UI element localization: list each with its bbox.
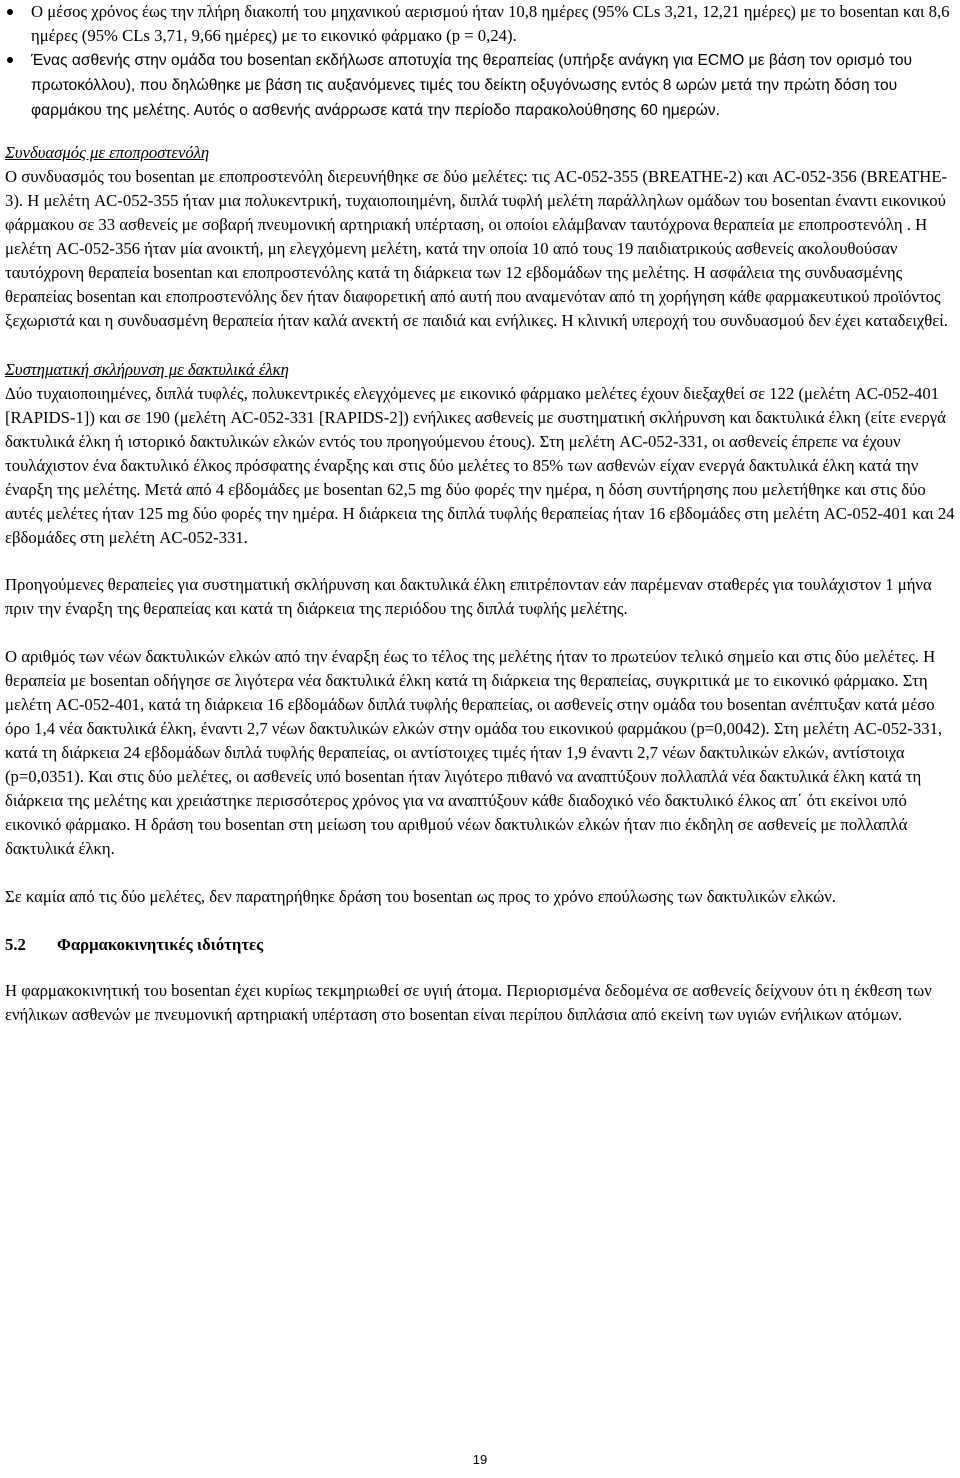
ssc-paragraph-4: Σε καμία από τις δύο μελέτες, δεν παρατηρήθηκε δράση του bosentan ως προς το χρόνο επούλωσης των δακτυλικών ελκών. <box>5 887 836 906</box>
section-title: Φαρμακοκινητικές ιδιότητες <box>57 935 264 954</box>
bullet-icon <box>7 57 13 63</box>
pk-paragraph: Η φαρμακοκινητική του bosentan έχει κυρίως τεκμηριωθεί σε υγιή άτομα. Περιορισμένα δεδομένα σε ασθενείς δείχνουν ότι η έκθεση των ενήλικων ασθενών με πνευμονική αρτηριακή υπέρταση στο bosentan είναι περίπου διπλάσια από εκείνη των υγιών ενήλικων ατόμων. <box>5 981 932 1024</box>
ssc-heading: Συστηματική σκλήρυνση με δακτυλικά έλκη <box>5 360 289 379</box>
bullet-list <box>5 0 955 123</box>
section-number: 5.2 <box>5 935 26 954</box>
ssc-paragraph-2: Προηγούμενες θεραπείες για συστηματική σκλήρυνση και δακτυλικά έλκη επιτρέπονταν εάν παρέμεναν σταθερές για τουλάχιστον 1 μήνα πριν την έναρξη της θεραπείας και κατά τη διάρκεια της περιόδου της διπλά τυφλής μελέτης. <box>5 575 932 618</box>
bullet-text: Ένας ασθενής στην ομάδα του bosentan εκδήλωσε αποτυχία της θεραπείας (υπήρξε ανάγκη για ECMO με βάση τον ορισμό του πρωτοκόλλου), που δηλώθηκε με βάση τις αυξανόμενες τιμές του δείκτη οξυγόνωσης εντός 8 ωρών μετά την πρώτη δόση του φαρμάκου της μελέτης. Αυτός ο ασθενής ανάρρωσε κατά την περίοδο παρακολούθησης 60 ημερών. <box>31 52 913 119</box>
bullet-icon <box>7 9 13 15</box>
bullet-text: Ο μέσος χρόνος έως την πλήρη διακοπή του μηχανικού αερισμού ήταν 10,8 ημέρες (95% CLs 3,21, 12,21 ημέρες) με το bosentan και 8,6 ημέρες (95% CLs 3,71, 9,66 ημέρες) με το εικονικό φάρμακο (p = 0,24). <box>31 2 950 45</box>
bullet-item <box>5 0 955 48</box>
page-number: 19 <box>472 1452 488 1467</box>
document-body <box>5 0 955 1027</box>
section-heading-5-2 <box>5 933 955 957</box>
combination-heading: Συνδυασμός με εποπροστενόλη <box>5 143 210 162</box>
ssc-paragraph-1: Δύο τυχαιοποιημένες, διπλά τυφλές, πολυκεντρικές ελεγχόμενες με εικονικό φάρμακο μελέτες έχουν διεξαχθεί σε 122 (μελέτη AC-052-401 [RAPIDS-1]) και σε 190 (μελέτη AC-052-331 [RAPIDS-2]) ενήλικες ασθενείς με συστηματική σκλήρυνση και δακτυλικά έλκη (είτε ενεργά δακτυλικά έλκη ή ιστορικό δακτυλικών ελκών εντός του προηγούμενου έτους). Στη μελέτη AC-052-331, οι ασθενείς έπρεπε να έχουν τουλάχιστον ένα δακτυλικό έλκος πρόσφατης έναρξης και στις δύο μελέτες το 85% των ασθενών είχαν ενεργά δακτυλικά έλκη κατά την έναρξη της μελέτης. Μετά από 4 εβδομάδες με bosentan 62,5 mg δύο φορές την ημέρα, η δόση συντήρησης που μελετήθηκε και στις δύο αυτές μελέτες ήταν 125 mg δύο φορές την ημέρα. Η διάρκεια της διπλά τυφλής θεραπείας ήταν 16 εβδομάδες στη μελέτη AC-052-401 και 24 εβδομάδες στη μελέτη AC-052-331. <box>5 384 955 547</box>
bullet-item <box>5 48 955 123</box>
ssc-paragraph-3: Ο αριθμός των νέων δακτυλικών ελκών από την έναρξη έως το τέλος της μελέτης ήταν το πρωτεύον τελικό σημείο και στις δύο μελέτες. Η θεραπεία με bosentan οδήγησε σε λιγότερα νέα δακτυλικά έλκη κατά τη διάρκεια της θεραπείας, συγκριτικά με το εικονικό φάρμακο. Στη μελέτη AC-052-401, κατά τη διάρκεια 16 εβδομάδων διπλά τυφλής θεραπείας, οι ασθενείς στην ομάδα του bosentan ανέπτυξαν κατά μέσο όρο 1,4 νέα δακτυλικά έλκη, έναντι 2,7 νέων δακτυλικών ελκών στην ομάδα του εικονικού φαρμάκου (p=0,0042). Στη μελέτη AC-052-331, κατά τη διάρκεια 24 εβδομάδων διπλά τυφλής θεραπείας, οι αντίστοιχες τιμές ήταν 1,9 έναντι 2,7 νέων δακτυλικών ελκών, αντίστοιχα (p=0,0351). Και στις δύο μελέτες, οι ασθενείς υπό bosentan ήταν λιγότερο πιθανό να αναπτύξουν πολλαπλά νέα δακτυλικά έλκη κατά τη διάρκεια της μελέτης και χρειάστηκε περισσότερος χρόνος για να αναπτύξουν κάθε διαδοχικό νέο δακτυλικό έλκος απ΄ ότι εκείνοι υπό εικονικό φάρμακο. Η δράση του bosentan στη μείωση του αριθμού νέων δακτυλικών ελκών ήταν πιο έκδηλη σε ασθενείς με πολλαπλά δακτυλικά έλκη. <box>5 647 943 858</box>
combination-paragraph: Ο συνδυασμός του bosentan με εποπροστενόλη διερευνήθηκε σε δύο μελέτες: τις AC-052-355 (BREATHE-2) και AC-052-356 (BREATHE-3). Η μελέτη AC-052-355 ήταν μια πολυκεντρική, τυχαιοποιημένη, διπλά τυφλή μελέτη παράλληλων ομάδων του bosentan έναντι εικονικού φάρμακου σε 33 ασθενείς με σοβαρή πνευμονική αρτηριακή υπέρταση, οι οποίοι ελάμβαναν ταυτόχρονα θεραπεία με εποπροστενόλη . Η μελέτη AC-052-356 ήταν μία ανοικτή, μη ελεγχόμενη μελέτη, κατά την οποία 10 από τους 19 παιδιατρικούς ασθενείς ακολουθούσαν ταυτόχρονη θεραπεία bosentan και εποπροστενόλης κατά τη διάρκεια των 12 εβδομάδων της μελέτης. Η ασφάλεια της συνδυασμένης θεραπείας bosentan και εποπροστενόλης δεν ήταν διαφορετική από αυτή που αναμενόταν από τη χορήγηση κάθε φαρμακευτικού προϊόντος ξεχωριστά και η συνδυασμένη θεραπεία ήταν καλά ανεκτή σε παιδιά και ενήλικες. Η κλινική υπεροχή του συνδυασμού δεν έχει καταδειχθεί. <box>5 167 948 330</box>
